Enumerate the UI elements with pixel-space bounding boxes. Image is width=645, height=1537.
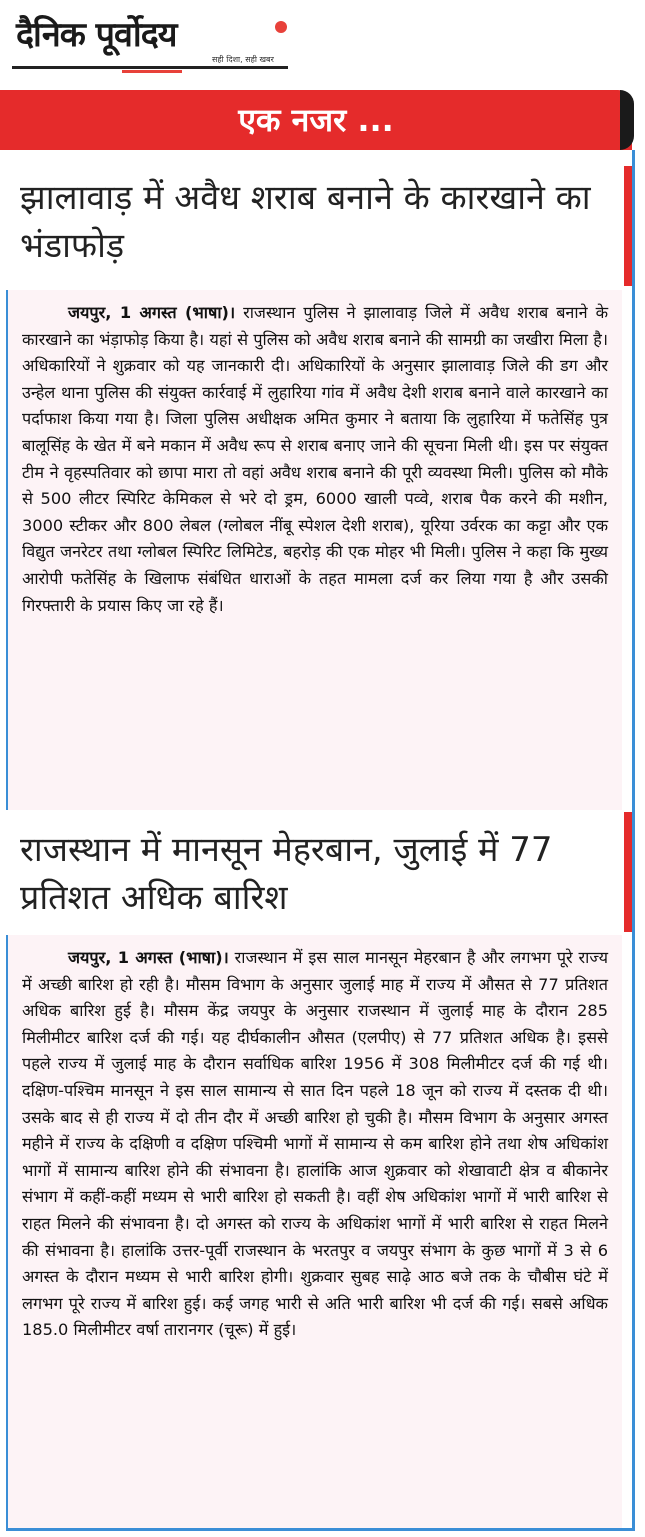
article-1-dateline: जयपुर, 1 अगस्त (भाषा)। xyxy=(68,303,236,322)
article-2-body: राजस्थान में इस साल मानसून मेहरबान है और लगभग पूरे राज्य में अच्छी बारिश हो रही है। मौसम विभाग के अनुसार जुलाई माह में राज्य में औसत से 77 प्रतिशत अधिक बारिश हुई है। मौसम केंद्र जयपुर के अनुसार राजस्थान में जुलाई माह के दौरान 285 मिलीमीटर बारिश दर्ज की गई। यह दीर्घकालीन औसत (एलपीए) से 77 प्रतिशत अधिक है। इससे पहले राज्य में जुलाई माह के दौरान सर्वाधिक बारिश 1956 में 308 मिलीमीटर दर्ज की गई थी। दक्षिण-पश्चिम मानसून ने इस साल सामान्य से सात दिन पहले 18 जून को राज्य में दस्तक दी थी। उसके बाद से ही राज्य में दो तीन दौर में अच्छी बारिश हो चुकी है। मौसम विभाग के अनुसार अगस्त महीने में राज्य के दक्षिणी व दक्षिण पश्चिमी भागों में सामान्य से कम बारिश होने तथा शेष अधिकांश भागों में सामान्य बारिश होने की संभावना है। हालांकि आज शुक्रवार को शेखावाटी क्षेत्र व बीकानेर संभाग में कहीं-कहीं मध्यम से भारी बारिश हो सकती है। वहीं शेष अधिकांश भागों में भारी बारिश से राहत मिलने की संभावना है। दो अगस्त को राज्य के अधिकांश भागों में भारी बारिश से राहत मिलने की संभावना है। हालांकि उत्तर-पूर्वी राजस्थान के भरतपुर व जयपुर संभाग के कुछ भागों में 3 से 6 अगस्त के दौरान मध्यम से भारी बारिश होगी। शुक्रवार सुबह साढ़े आठ बजे तक के चौबीस घंटे में लगभग पूरे राज्य में बारिश हुई। कई जगह भारी से अति भारी बारिश भी दर्ज की गई। सबसे अधिक 185.0 मिलीमीटर वर्षा तारानगर (चूरू) में हुई। xyxy=(22,948,608,1340)
frame-right-rule xyxy=(632,150,635,1530)
article-1-body-paragraph xyxy=(8,290,622,633)
article-1-body: राजस्थान पुलिस ने झालावाड़ जिले में अवैध शराब बनाने के कारखाने का भंड़ाफोड़ किया है। यहां से पुलिस को अवैध शराब बनाने की सामग्री का जखीरा मिला है। अधिकारियों ने शुक्रवार को यह जानकारी दी। अधिकारियों के अनुसार झालावाड़ जिले की डग और उन्हेल थाना पुलिस की संयुक्त कार्रवाई में लुहारिया गांव में अवैध देशी शराब बनाने वाले कारखाने का पर्दाफाश किया गया है। जिला पुलिस अधीक्षक अमित कुमार ने बताया कि लुहारिया में फतेसिंह पुत्र बालूसिंह के खेत में बने मकान में अवैध रूप से शराब बनाए जाने की सूचना मिली थी। इस पर संयुक्त टीम ने वृहस्पतिवार को छापा मारा तो वहां अवैध शराब बनाने की पूरी व्यवस्था मिली। पुलिस को मौके से 500 लीटर स्पिरिट केमिकल से भरे दो ड्रम, 6000 खाली पव्वे, शराब पैक करने की मशीन, 3000 स्टीकर और 800 लेबल (ग्लोबल नींबू स्पेशल देशी शराब), यूरिया उर्वरक का कट्टा और एक विद्युत जनरेटर तथा ग्लोबल स्पिरिट लिमिटेड, बहरोड़ की एक मोहर भी मिली। पुलिस ने कहा कि मुख्य आरोपी फतेसिंह के खिलाफ संबंधित धाराओं के तहत मामला दर्ज कर लिया गया है और उसकी गिरफ्तारी के प्रयास किए जा रहे हैं। xyxy=(22,303,609,615)
frame-bottom-rule xyxy=(6,1528,635,1531)
masthead-red-rule xyxy=(122,70,182,73)
article-2-headline: राजस्थान में मानसून मेहरबान, जुलाई में 77 प्रतिशत अधिक बारिश xyxy=(20,830,553,918)
article-2-story xyxy=(8,935,622,1528)
newspaper-logo: दैनिक पूर्वोदय xyxy=(16,15,177,55)
article-2-dateline: जयपुर, 1 अगस्त (भाषा)। xyxy=(68,948,229,967)
masthead-rule xyxy=(12,66,288,69)
article-2-body-paragraph xyxy=(8,935,622,1358)
masthead xyxy=(12,8,292,74)
article-1-accent-bar xyxy=(624,166,632,286)
masthead-tagline: सही दिशा, सही खबर xyxy=(212,55,274,64)
logo-dot-icon xyxy=(275,21,287,33)
article-1-headline: झालावाड़ में अवैध शराब बनाने के कारखाने का भंडाफोड़ xyxy=(20,178,591,266)
article-1-story xyxy=(8,290,622,810)
article-2-accent-bar xyxy=(624,812,632,932)
section-banner-title: एक नजर ... xyxy=(238,101,394,139)
